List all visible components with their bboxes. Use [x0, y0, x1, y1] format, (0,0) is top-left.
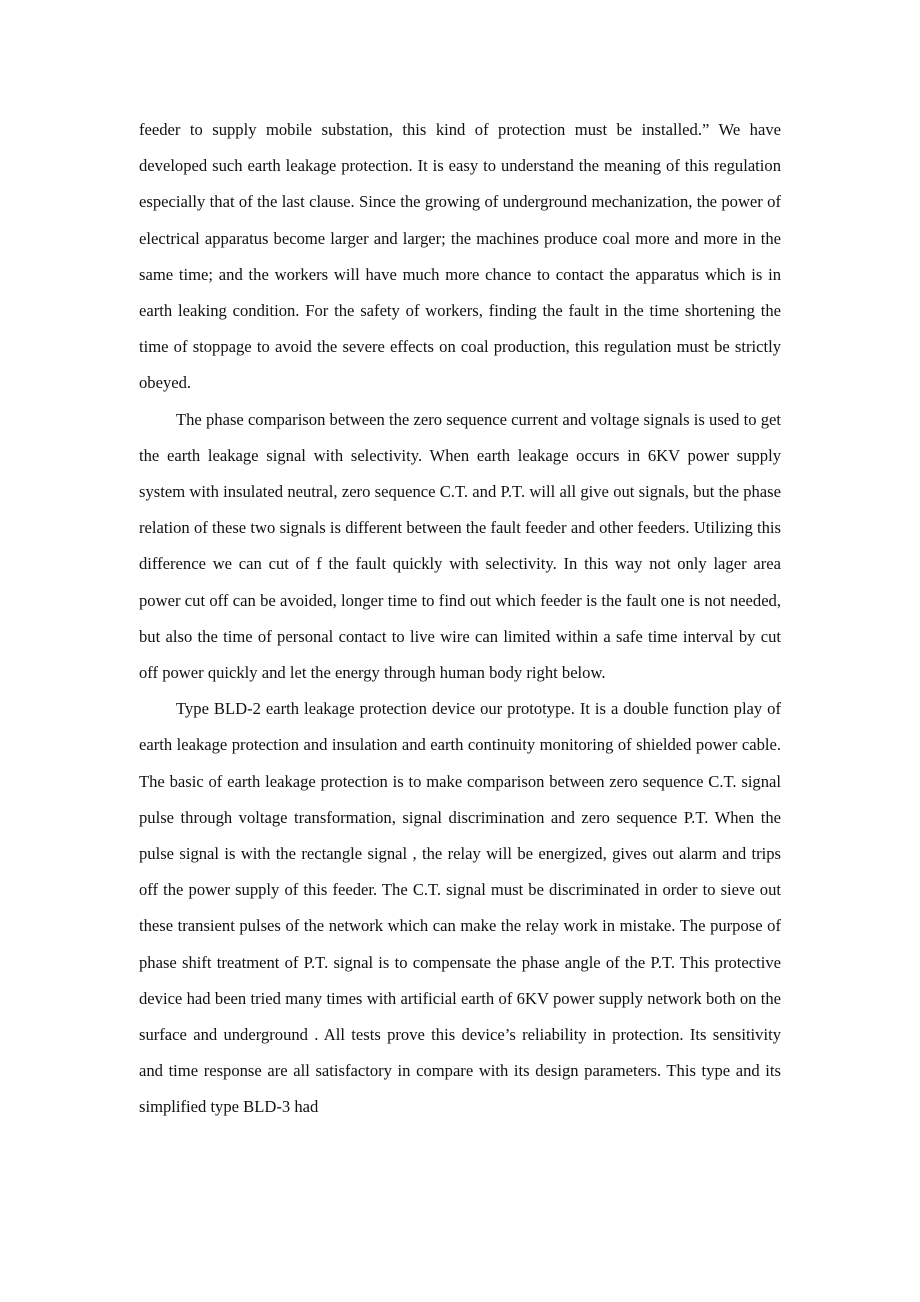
paragraph-phase-comparison: The phase comparison between the zero sequence current and voltage signals is used to get the earth leakage signal with selectivity. When earth leakage occurs in 6KV power supply system with insulated neutral, zero sequence C.T. and P.T. will all give out signals, but the phase relation of these two signals is different between the fault feeder and other feeders. Utilizing this difference we can cut of f the fault quickly with selectivity. In this way not only lager area power cut off can be avoided, longer time to find out which feeder is the fault one is not needed, but also the time of personal contact to live wire can limited within a safe time interval by cut off power quickly and let the energy through human body right below.	[139, 409, 781, 683]
paragraph-continued: feeder to supply mobile substation, this kind of protection must be installed.” We have developed such earth leakage protection. It is easy to understand the meaning of this regulation especially that of the last clause. Since the growing of underground mechanization, the power of electrical apparatus become larger and larger; the machines produce coal more and more in the same time; and the workers will have much more chance to contact the apparatus which is in earth leaking condition. For the safety of workers, finding the fault in the time shortening the time of stoppage to avoid the severe effects on coal production, this regulation must be strictly obeyed.	[139, 120, 781, 393]
paragraph-bld2-device: Type BLD-2 earth leakage protection device our prototype. It is a double function play of earth leakage protection and insulation and earth continuity monitoring of shielded power cable. The basic of earth leakage protection is to make comparison between zero sequence C.T. signal pulse through voltage transformation, signal discrimination and zero sequence P.T. When the pulse signal is with the rectangle signal , the relay will be energized, gives out alarm and trips off the power supply of this feeder. The C.T. signal must be discriminated in order to sieve out these transient pulses of the network which can make the relay work in mistake. The purpose of phase shift treatment of P.T. signal is to compensate the phase angle of the P.T. This protective device had been tried many times with artificial earth of 6KV power supply network both on the surface and underground . All tests prove this device’s reliability in protection. Its sensitivity and time response are all satisfactory in compare with its design parameters. This type and its simplified type BLD-3 had	[139, 699, 781, 1117]
document-body	[139, 112, 781, 1126]
